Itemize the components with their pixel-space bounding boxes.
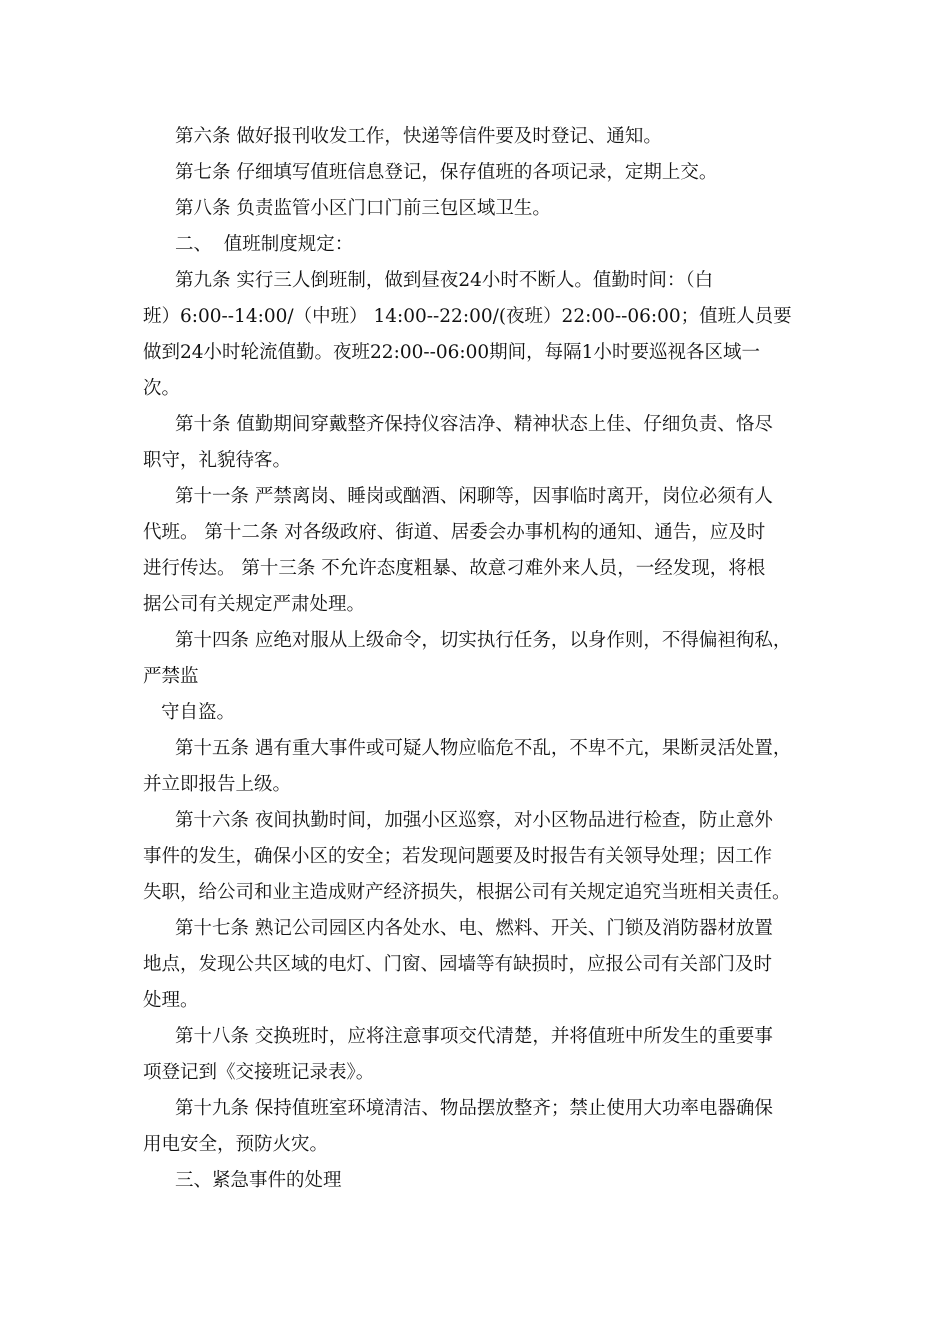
- article-12-13-line: 进行传达。 第十三条 不允许态度粗暴、故意刁难外来人员，一经发现，将根: [143, 558, 766, 579]
- article-14-line-1: 第十四条 应绝对服从上级命令，切实执行任务，以身作则，不得偏袒徇私，: [175, 630, 792, 651]
- article-15-line-1: 第十五条 遇有重大事件或可疑人物应临危不乱，不卑不亢，果断灵活处置，: [175, 738, 792, 759]
- article-15-line-2: 并立即报告上级。: [143, 774, 292, 795]
- article-19-line-1: 第十九条 保持值班室环境清洁、物品摆放整齐；禁止使用大功率电器确保: [175, 1098, 773, 1119]
- article-13-line-2: 据公司有关规定严肃处理。: [143, 594, 366, 615]
- article-11-line-1: 第十一条 严禁离岗、睡岗或酗酒、闲聊等，因事临时离开，岗位必须有人: [175, 486, 773, 507]
- article-17-line-2: 地点，发现公共区域的电灯、门窗、园墙等有缺损时，应报公司有关部门及时: [143, 954, 773, 975]
- article-7: 第七条 仔细填写值班信息登记，保存值班的各项记录，定期上交。: [175, 162, 718, 183]
- article-16-line-2: 事件的发生，确保小区的安全；若发现问题要及时报告有关领导处理；因工作: [143, 846, 773, 867]
- article-19-line-2: 用电安全，预防火灾。: [143, 1134, 329, 1155]
- article-17-line-1: 第十七条 熟记公司园区内各处水、电、燃料、开关、门锁及消防器材放置: [175, 918, 773, 939]
- section-heading-2: 二、 值班制度规定：: [175, 234, 354, 255]
- article-10-line-1: 第十条 值勤期间穿戴整齐保持仪容洁净、精神状态上佳、仔细负责、恪尽: [175, 414, 773, 435]
- article-14-line-3: 守自盗。: [161, 702, 236, 723]
- article-8: 第八条 负责监管小区门口门前三包区域卫生。: [175, 198, 551, 219]
- article-16-line-1: 第十六条 夜间执勤时间，加强小区巡察，对小区物品进行检查，防止意外: [175, 810, 773, 831]
- article-9-line-1: 第九条 实行三人倒班制，做到昼夜24小时不断人。值勤时间：（白: [175, 270, 714, 291]
- article-6: 第六条 做好报刊收发工作，快递等信件要及时登记、通知。: [175, 126, 662, 147]
- article-9-line-4: 次。: [143, 378, 181, 399]
- section-heading-3: 三、紧急事件的处理: [175, 1170, 342, 1191]
- article-11-12-line: 代班。 第十二条 对各级政府、街道、居委会办事机构的通知、通告，应及时: [143, 522, 766, 543]
- article-9-line-2: 班）6:00--14:00/（中班） 14:00--22:00/(夜班）22:00--06:00；值班人员要: [143, 306, 792, 327]
- article-18-line-1: 第十八条 交换班时，应将注意事项交代清楚，并将值班中所发生的重要事: [175, 1026, 773, 1047]
- article-17-line-3: 处理。: [143, 990, 199, 1011]
- article-18-line-2: 项登记到《交接班记录表》。: [143, 1062, 375, 1083]
- article-9-line-3: 做到24小时轮流值勤。夜班22:00--06:00期间，每隔1小时要巡视各区域一: [143, 342, 760, 363]
- article-10-line-2: 职守，礼貌待客。: [143, 450, 292, 471]
- article-16-line-3: 失职，给公司和业主造成财产经济损失，根据公司有关规定追究当班相关责任。: [143, 882, 791, 903]
- article-14-line-2: 严禁监: [143, 666, 199, 687]
